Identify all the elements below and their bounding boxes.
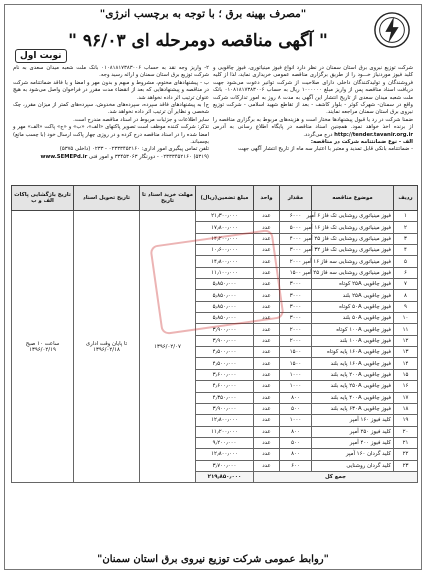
item-quantity: ۶۰۰۰ bbox=[280, 211, 312, 222]
row-number: ۴ bbox=[394, 245, 418, 256]
row-number: ۱۶ bbox=[394, 381, 418, 392]
item-quantity: ۸۰۰ bbox=[280, 392, 312, 403]
row-number: ۶ bbox=[394, 267, 418, 278]
row-number: ۵ bbox=[394, 256, 418, 267]
item-unit: عدد bbox=[254, 279, 280, 290]
item-unit: عدد bbox=[254, 324, 280, 335]
total-label: جمع کل bbox=[254, 471, 418, 482]
item-description: فیوز مینیاتوری روشنایی تک فاز ۳۲ آمپر bbox=[312, 245, 394, 256]
item-description: فیوز چاقویی ۴۰۰A پایه بلند bbox=[312, 392, 394, 403]
item-guarantee: ۵٫۸۵۰٫۰۰۰ bbox=[196, 301, 254, 312]
details-note: سایر اطلاعات و جزئیات مربوط در اسناد مناقصه مندرج است. bbox=[73, 116, 209, 123]
item-description: کلید گردان روشنایی bbox=[312, 460, 394, 471]
item-quantity: ۲۰۰۰ bbox=[280, 335, 312, 346]
item-quantity: ۴۰۰۰ bbox=[280, 233, 312, 244]
guarantee-item-2: ۲- واریز وجه نقد به حساب ۰۱۰۸۱۸۱۷۳۸۳۰۰۶ بانک ملت شعبه میدان سعدی به نام شرکت توزیع برق استان سمنان و ارائه رسید وجه. bbox=[13, 65, 209, 79]
row-number: ۱۳ bbox=[394, 347, 418, 358]
item-description: فیوز چاقویی ۱۰۰A کوتاه bbox=[312, 324, 394, 335]
conditions-text: ضمنا شرکت در رد یا قبول پیشنهادها مختار است و هزینه‌های مربوط به برگزاری مناقصه را از برنده اخذ خواهد نمود. همچنین اسناد مناقصه در پایگاه اطلاع رسانی به آدرس bbox=[213, 116, 413, 131]
row-number: ۱۲ bbox=[394, 335, 418, 346]
header-unit: واحد bbox=[254, 186, 280, 211]
row-number: ۲ bbox=[394, 222, 418, 233]
conditions-paragraph bbox=[213, 117, 413, 139]
row-number: ۱۵ bbox=[394, 369, 418, 380]
item-guarantee: ۵٫۸۵۰٫۰۰۰ bbox=[196, 313, 254, 324]
item-guarantee: ۱۱٫۱۰۰٫۰۰۰ bbox=[196, 267, 254, 278]
row-number: ۲۰ bbox=[394, 426, 418, 437]
item-description: فیوز مینیاتوری روشنایی تک فاز ۶ آمپر bbox=[312, 211, 394, 222]
item-unit: عدد bbox=[254, 347, 280, 358]
tender-items-table bbox=[11, 185, 418, 483]
row-number: ۲۳ bbox=[394, 460, 418, 471]
item-quantity: ۵۰۰۰ bbox=[280, 222, 312, 233]
row-number: ۱ bbox=[394, 211, 418, 222]
item-guarantee: ۴٫۶۰۰٫۰۰۰ bbox=[196, 381, 254, 392]
item-guarantee: ۹٫۲۰۰٫۰۰۰ bbox=[196, 437, 254, 448]
item-unit: عدد bbox=[254, 358, 280, 369]
item-unit: عدد bbox=[254, 392, 280, 403]
item-unit: عدد bbox=[254, 335, 280, 346]
item-unit: عدد bbox=[254, 222, 280, 233]
row-number: ۱۸ bbox=[394, 403, 418, 414]
item-quantity: ۱۵۰۰ bbox=[280, 267, 312, 278]
purchase-deadline: ۱۳۹۶/۰۲/۰۷ bbox=[140, 211, 196, 483]
item-quantity: ۸۰۰ bbox=[280, 449, 312, 460]
row-number: ۱۴ bbox=[394, 358, 418, 369]
header-purchase-deadline: مهلت خرید اسناد تا تاریخ bbox=[140, 186, 196, 211]
item-unit: عدد bbox=[254, 437, 280, 448]
item-guarantee: ۱۴٫۲۰۰٫۰۰۰ bbox=[196, 233, 254, 244]
item-description: کلید فیوز ۴۰۰ آمپر bbox=[312, 437, 394, 448]
item-description: فیوز چاقویی ۵۰A بلند bbox=[312, 313, 394, 324]
header-delivery-date: تاریخ تحویل اسناد bbox=[74, 186, 140, 211]
item-quantity: ۱۰۰۰ bbox=[280, 415, 312, 426]
item-description: فیوز چاقویی ۱۶۰A پایه بلند bbox=[312, 358, 394, 369]
phone-line: تلفن تماس پیگیری امور اداری: ۰۲۳۳۳۴۵۲۱۶۰ - ۰۲۳۳ (داخلی ۵۳۷۵) bbox=[59, 146, 209, 153]
item-description: فیوز مینیاتوری روشنایی تک فاز ۲۵ آمپر bbox=[312, 233, 394, 244]
item-description: فیوز مینیاتوری روشنایی تک فاز ۱۶ آمپر bbox=[312, 222, 394, 233]
item-quantity: ۶۰۰ bbox=[280, 460, 312, 471]
item-guarantee: ۳٫۹۰۰٫۰۰۰ bbox=[196, 324, 254, 335]
item-guarantee: ۳٫۹۰۰٫۰۰۰ bbox=[196, 403, 254, 414]
contact-line bbox=[13, 154, 209, 161]
item-unit: عدد bbox=[254, 245, 280, 256]
deposit-clause: ج) به پیشنهادهای فاقد سپرده، سپرده‌های مخدوش، سپرده‌های کمتر از میزان مقرر، چک شخصی و نظایر آن ترتیب اثر داده نخواهد شد. bbox=[13, 102, 209, 116]
item-guarantee: ۳٫۷۰۰٫۰۰۰ bbox=[196, 460, 254, 471]
header-quantity: مقدار bbox=[280, 186, 312, 211]
guarantee-heading: الف - نوع ضمانتنامه شرکت در مناقصه: bbox=[310, 139, 413, 146]
opening-date: ساعت ۱۰ صبح ۱۳۹۶/۰۲/۱۹ bbox=[12, 211, 74, 483]
item-guarantee: ۵٫۸۵۰٫۰۰۰ bbox=[196, 279, 254, 290]
power-company-logo bbox=[373, 11, 411, 49]
row-number: ۱۱ bbox=[394, 324, 418, 335]
item-guarantee: ۱۷٫۸۰۰٫۰۰۰ bbox=[196, 222, 254, 233]
row-number: ۳ bbox=[394, 233, 418, 244]
item-quantity: ۳۰۰۰ bbox=[280, 245, 312, 256]
item-quantity: ۲۰۰۰ bbox=[280, 324, 312, 335]
item-unit: عدد bbox=[254, 267, 280, 278]
item-description: فیوز چاقویی ۵۰A کوتاه bbox=[312, 301, 394, 312]
tender-title: " آگهی مناقصه دومرحله ای ۹۶/۰۳ " bbox=[68, 31, 328, 51]
item-unit: عدد bbox=[254, 460, 280, 471]
item-guarantee: ۵٫۸۵۰٫۰۰۰ bbox=[196, 290, 254, 301]
conditions-column bbox=[13, 65, 209, 161]
conditions-suffix: درج می‌گردد. bbox=[303, 131, 333, 138]
table-row bbox=[12, 211, 418, 222]
item-description: فیوز مینیاتوری روشنایی سه فاز ۱۶ آمپر bbox=[312, 256, 394, 267]
row-number: ۸ bbox=[394, 290, 418, 301]
item-quantity: ۱۰۰۰ bbox=[280, 369, 312, 380]
item-unit: عدد bbox=[254, 449, 280, 460]
item-description: فیوز چاقویی ۲۵A بلند bbox=[312, 290, 394, 301]
rejection-clause: ب - پیشنهادهای مختوم، مشروط و مبهم و بدون مهر و امضا و یا فاقد ضمانتنامه شرکت در مناقصه و پیشنهادهایی که بعد از انقضاء مدت مقرر در فراخوان واصل می‌شود به هیچ عنوان ترتیب اثر داده نخواهد شد. bbox=[13, 79, 209, 101]
item-quantity: ۳۰۰۰ bbox=[280, 301, 312, 312]
item-unit: عدد bbox=[254, 381, 280, 392]
first-publication-badge: نوبت اول bbox=[15, 49, 67, 63]
total-value: ۲۱۹٫۸۵۰٫۰۰۰ bbox=[196, 471, 254, 482]
item-quantity: ۱۵۰۰ bbox=[280, 358, 312, 369]
energy-slogan: "مصرف بهینه برق ؛ با توجه به برچسب انرژی" bbox=[99, 8, 307, 20]
item-description: فیوز چاقویی ۲۵A کوتاه bbox=[312, 279, 394, 290]
item-description: فیوز چاقویی ۲۰۰A پایه بلند bbox=[312, 369, 394, 380]
item-quantity: ۱۵۰۰ bbox=[280, 347, 312, 358]
intro-column bbox=[213, 65, 413, 154]
contact-text: (۵۳۱۹) ۰۲۳۳۳۴۵۲۱۶۰ - دورنگار ۳۳۴۵۳۰۶۳ و امور فنی bbox=[88, 153, 209, 160]
item-description: فیوز چاقویی ۱۶۰A پایه کوتاه bbox=[312, 347, 394, 358]
item-guarantee: ۴٫۵۰۰٫۰۰۰ bbox=[196, 358, 254, 369]
item-guarantee: ۱۲٫۸۰۰٫۰۰۰ bbox=[196, 449, 254, 460]
item-quantity: ۸۰۰ bbox=[280, 426, 312, 437]
header-opening-date: تاریخ بازگشایی پاکات الف و ب bbox=[12, 186, 74, 211]
header-row-number: ردیف bbox=[394, 186, 418, 211]
row-number: ۷ bbox=[394, 279, 418, 290]
website-link[interactable]: www.SEMEPd.ir bbox=[40, 153, 88, 160]
item-guarantee: ۱۱٫۲۰۰٫۰۰۰ bbox=[196, 426, 254, 437]
item-guarantee: ۱۴٫۸۰۰٫۰۰۰ bbox=[196, 256, 254, 267]
item-description: کلید فیوز ۱۶۰ آمپر bbox=[312, 415, 394, 426]
item-description: کلید فیوز ۲۵۰ آمپر bbox=[312, 426, 394, 437]
item-quantity: ۵۰۰ bbox=[280, 437, 312, 448]
item-guarantee: ۳٫۹۰۰٫۰۰۰ bbox=[196, 335, 254, 346]
row-number: ۱۰ bbox=[394, 313, 418, 324]
table-header-row bbox=[12, 186, 418, 211]
item-unit: عدد bbox=[254, 211, 280, 222]
item-unit: عدد bbox=[254, 233, 280, 244]
guarantee-item-1: - ضمانتنامه بانکی قابل تمدید و معتبر با اعتبار سه ماه از تاریخ انتشار آگهی جهت bbox=[238, 146, 413, 153]
item-guarantee: ۴٫۳۵۰٫۰۰۰ bbox=[196, 392, 254, 403]
item-quantity: ۳۰۰۰ bbox=[280, 279, 312, 290]
row-number: ۱۷ bbox=[394, 392, 418, 403]
item-quantity: ۱۰۰۰ bbox=[280, 381, 312, 392]
envelope-note: تذکر: شرکت کننده موظف است تصویر پاکتهای «الف»، «ب» و «ج» پاکت «الف» مهر و امضا شده را در اسناد مناقصه درج کرده و در روزی چهار پاکت ارسال خود (با چسب مانع) بچسباند. bbox=[13, 124, 209, 146]
item-guarantee: ۲۱٫۳۰۰٫۰۰۰ bbox=[196, 211, 254, 222]
item-description: فیوز مینیاتوری روشنایی سه فاز ۲۵ آمپر bbox=[312, 267, 394, 278]
row-number: ۹ bbox=[394, 301, 418, 312]
item-unit: عدد bbox=[254, 369, 280, 380]
item-guarantee: ۱۰٫۶۰۰٫۰۰۰ bbox=[196, 245, 254, 256]
item-description: فیوز چاقویی ۶۳۰A پایه بلند bbox=[312, 403, 394, 414]
item-quantity: ۳۰۰۰ bbox=[280, 313, 312, 324]
item-unit: عدد bbox=[254, 403, 280, 414]
item-description: فیوز چاقویی ۲۵۰A پایه بلند bbox=[312, 381, 394, 392]
advertisement-page bbox=[4, 4, 422, 570]
intro-paragraph: شرکت توزیع نیروی برق استان سمنان در نظر دارد انواع فیوز مینیاتوری، فیوز چاقویی و کلید فیوز موردنیاز خـــود را از طریق برگزاری مناقصه عمومی خریداری نماید، لذا از کلیه فروشندگان و تولیدکنندگان داخلی دارای صلاحیت از شرکت توانیر دعوت می‌شود جهت دریافت اسناد مناقصه پس از واریز مبلغ ۱۰۰۰۰۰۰ ریال به حساب ۰۱۰۸۱۸۱۷۳۸۳۰۰۶ بانک ملت شعبه میدان سعدی از تاریخ انتشار این آگهی به مدت ۸ روز به امور تدارکات شرکت واقع در سمنان- شهرک کوثر - بلوار کاشف - بعد از تقاطع شهید اسلامی - شرکت توزیع نیروی برق استان سمنان مراجعه نمایند. bbox=[213, 65, 414, 116]
item-description: کلید گردان ۱۶۰ آمپر bbox=[312, 449, 394, 460]
item-quantity: ۵۰۰ bbox=[280, 403, 312, 414]
item-description: فیوز چاقویی ۱۰۰A بلند bbox=[312, 335, 394, 346]
row-number: ۱۹ bbox=[394, 415, 418, 426]
delivery-deadline: تا پایان وقت اداری ۱۳۹۶/۰۲/۱۸ bbox=[74, 211, 140, 483]
item-guarantee: ۳٫۶۰۰٫۰۰۰ bbox=[196, 369, 254, 380]
item-unit: عدد bbox=[254, 415, 280, 426]
item-guarantee: ۴٫۵۰۰٫۰۰۰ bbox=[196, 347, 254, 358]
header-subject: موضوع مناقصه bbox=[312, 186, 394, 211]
row-number: ۲۱ bbox=[394, 437, 418, 448]
item-unit: عدد bbox=[254, 301, 280, 312]
item-quantity: ۳۰۰۰ bbox=[280, 290, 312, 301]
item-unit: عدد bbox=[254, 256, 280, 267]
item-unit: عدد bbox=[254, 313, 280, 324]
item-quantity: ۲۰۰۰ bbox=[280, 256, 312, 267]
item-unit: عدد bbox=[254, 290, 280, 301]
row-number: ۲۲ bbox=[394, 449, 418, 460]
item-unit: عدد bbox=[254, 426, 280, 437]
item-guarantee: ۱۲٫۸۰۰٫۰۰۰ bbox=[196, 415, 254, 426]
tender-portal-link[interactable]: http://tender.tavanir.org.ir bbox=[334, 131, 413, 138]
public-relations-signature: "روابط عمومی شرکت توزیع نیروی برق استان سمنان" bbox=[97, 554, 329, 565]
header-guarantee: مبلغ تضمین(ریال) bbox=[196, 186, 254, 211]
